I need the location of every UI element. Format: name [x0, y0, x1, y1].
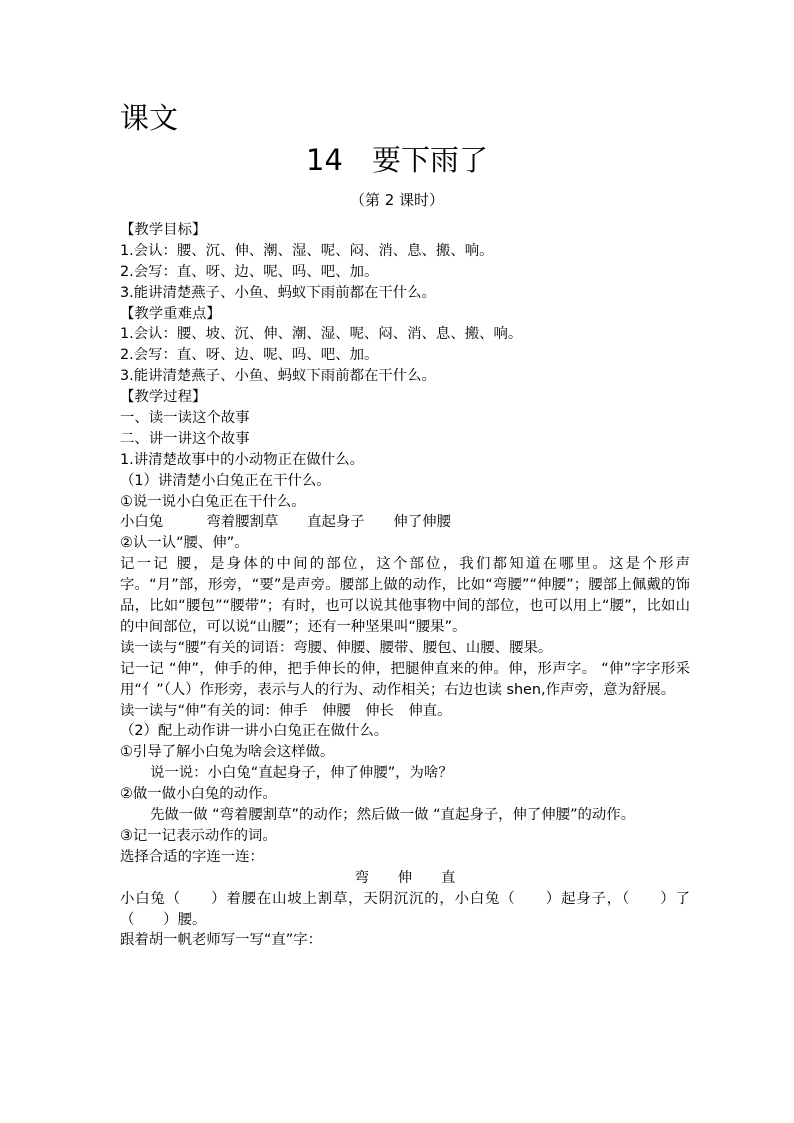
- key-points-heading: 【教学重难点】: [120, 305, 221, 322]
- process-subheading: （2）配上动作讲一讲小白兔正在做什么。: [120, 723, 389, 740]
- process-item: ①引导了解小白兔为啥会这样做。: [120, 744, 335, 761]
- objective-item: 2.会写：直、呀、边、呢、吗、吧、加。: [120, 263, 379, 280]
- process-item: ②认一认“腰、伸”。: [120, 535, 249, 552]
- process-item: ①说一说小白兔正在干什么。: [120, 493, 306, 510]
- matching-instruction: 选择合适的字连一连：: [120, 848, 264, 865]
- discussion-prompt: 说一说：小白兔“直起身子，伸了伸腰”，为啥？: [150, 765, 453, 782]
- shen-words: 读一读与“伸”有关的词：伸手 伸腰 伸长 伸直。: [120, 702, 452, 719]
- word-options: 弯 伸 直: [354, 869, 456, 886]
- process-step-1: 一、读一读这个故事: [120, 410, 250, 427]
- yao-explanation: 记一记 腰，是身体的中间的部位，这个部位，我们都知道在哪里。这是个形声字。“月”部，形旁，“要”是声旁。腰部上做的动作，比如“弯腰”“伸腰”；腰部上佩戴的饰品，比如“腰包”“腰带”；有时，也可以说其他事物中间的部位，也可以用上“腰”，比如山的中间部位，可以说“山腰”；还有一种坚果叫“腰果”。: [120, 556, 690, 635]
- process-heading: 【教学过程】: [120, 389, 207, 406]
- shen-explanation: 记一记 “伸”，伸手的伸，把手伸长的伸，把腿伸直来的伸。伸，形声字。 “伸”字字形采用“亻”（人）作形旁，表示与人的行为、动作相关；右边也读 shen,作声旁，意为舒展。: [120, 660, 690, 698]
- process-subheading: 1.讲清楚故事中的小动物正在做什么。: [120, 451, 364, 468]
- key-point-item: 1.会认：腰、坡、沉、伸、潮、湿、呢、闷、消、息、搬、响。: [120, 326, 523, 343]
- lesson-title: 14 要下雨了: [306, 143, 488, 177]
- key-point-item: 3.能讲清楚燕子、小鱼、蚂蚁下雨前都在干什么。: [120, 368, 436, 385]
- objectives-heading: 【教学目标】: [120, 222, 207, 238]
- process-step-2: 二、讲一讲这个故事: [120, 430, 250, 447]
- lesson-body: [120, 220, 690, 951]
- writing-instruction: 跟着胡一帆老师写一写“直”字：: [120, 932, 322, 949]
- fill-in-blank-sentence: 小白兔（ ）着腰在山坡上割草，天阴沉沉的，小白兔（ ）起身子，（ ）了（ ）腰。: [120, 890, 690, 928]
- process-item: ②做一做小白兔的动作。: [120, 786, 277, 803]
- key-point-item: 2.会写：直、呀、边、呢、吗、吧、加。: [120, 347, 379, 364]
- section-heading: 课文: [120, 101, 179, 135]
- action-word-row: 小白兔 弯着腰割草 直起身子 伸了伸腰: [120, 514, 451, 531]
- lesson-period: （第 2 课时）: [349, 191, 445, 209]
- process-item: ③记一记表示动作的词。: [120, 827, 277, 844]
- action-instruction: 先做一做 “弯着腰割草”的动作；然后做一做 “直起身子，伸了伸腰”的动作。: [150, 807, 636, 824]
- process-subheading: （1）讲清楚小白兔正在干什么。: [120, 472, 331, 489]
- yao-words: 读一读与“腰”有关的词语：弯腰、伸腰、腰带、腰包、山腰、腰果。: [120, 639, 553, 656]
- objective-item: 3.能讲清楚燕子、小鱼、蚂蚁下雨前都在干什么。: [120, 284, 436, 301]
- objective-item: 1.会认：腰、沉、伸、潮、湿、呢、闷、消、息、搬、响。: [120, 242, 494, 259]
